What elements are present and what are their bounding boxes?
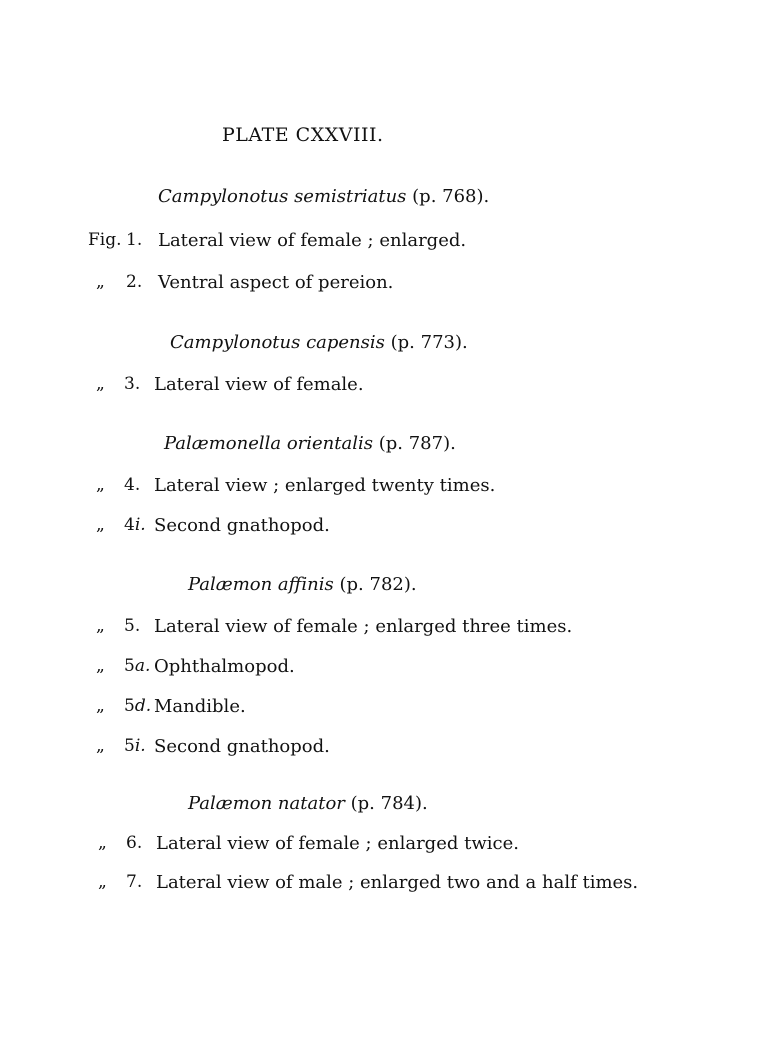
figure-description: Lateral view ; enlarged twenty times. (154, 475, 496, 496)
figure-number: 5. (124, 616, 141, 636)
figure-number: 5a. (124, 656, 151, 676)
figure-number: 4i. (124, 515, 146, 535)
figure-description: Ophthalmopod. (154, 656, 295, 677)
figure-prefix: „ (96, 475, 105, 495)
figure-description: Lateral view of male ; enlarged two and a half times. (156, 872, 639, 893)
figure-description: Lateral view of female ; enlarged twice. (156, 833, 519, 854)
figure-prefix: „ (96, 656, 105, 676)
figure-prefix: Fig. (88, 230, 122, 250)
species-page-ref: (p. 784). (350, 793, 428, 814)
figure-number: 5i. (124, 736, 146, 756)
species-name: Palæmon affinis (188, 574, 334, 595)
figure-number: 3. (124, 374, 141, 394)
species-page-ref: (p. 782). (339, 574, 417, 595)
figure-description: Lateral view of female. (154, 374, 364, 395)
species-page-ref: (p. 773). (390, 332, 468, 353)
figure-description: Ventral aspect of pereion. (158, 272, 394, 293)
species-name: Palæmonella orientalis (164, 433, 373, 454)
figure-number: 6. (126, 833, 143, 853)
figure-number: 7. (126, 872, 143, 892)
species-page-ref: (p. 787). (378, 433, 456, 454)
figure-prefix: „ (96, 374, 105, 394)
figure-description: Second gnathopod. (154, 736, 330, 757)
plate-title: PLATE CXXVIII. (222, 124, 384, 146)
figure-prefix: „ (96, 736, 105, 756)
figure-number: 4. (124, 475, 141, 495)
figure-prefix: „ (96, 696, 105, 716)
species-page-ref: (p. 768). (412, 186, 490, 207)
figure-description: Mandible. (154, 696, 246, 717)
species-heading (188, 574, 417, 595)
figure-number: 1. (126, 230, 143, 250)
figure-description: Lateral view of female ; enlarged. (158, 230, 467, 251)
species-heading (170, 332, 468, 353)
figure-number: 2. (126, 272, 143, 292)
figure-prefix: „ (98, 833, 107, 853)
species-heading (164, 433, 456, 454)
figure-prefix: „ (96, 616, 105, 636)
species-heading (188, 793, 428, 814)
figure-prefix: „ (96, 272, 105, 292)
figure-number: 5d. (124, 696, 152, 716)
figure-description: Second gnathopod. (154, 515, 330, 536)
species-heading (158, 186, 489, 207)
species-name: Campylonotus capensis (170, 332, 385, 353)
figure-prefix: „ (98, 872, 107, 892)
species-name: Palæmon natator (188, 793, 345, 814)
figure-prefix: „ (96, 515, 105, 535)
figure-description: Lateral view of female ; enlarged three times. (154, 616, 573, 637)
species-name: Campylonotus semistriatus (158, 186, 407, 207)
